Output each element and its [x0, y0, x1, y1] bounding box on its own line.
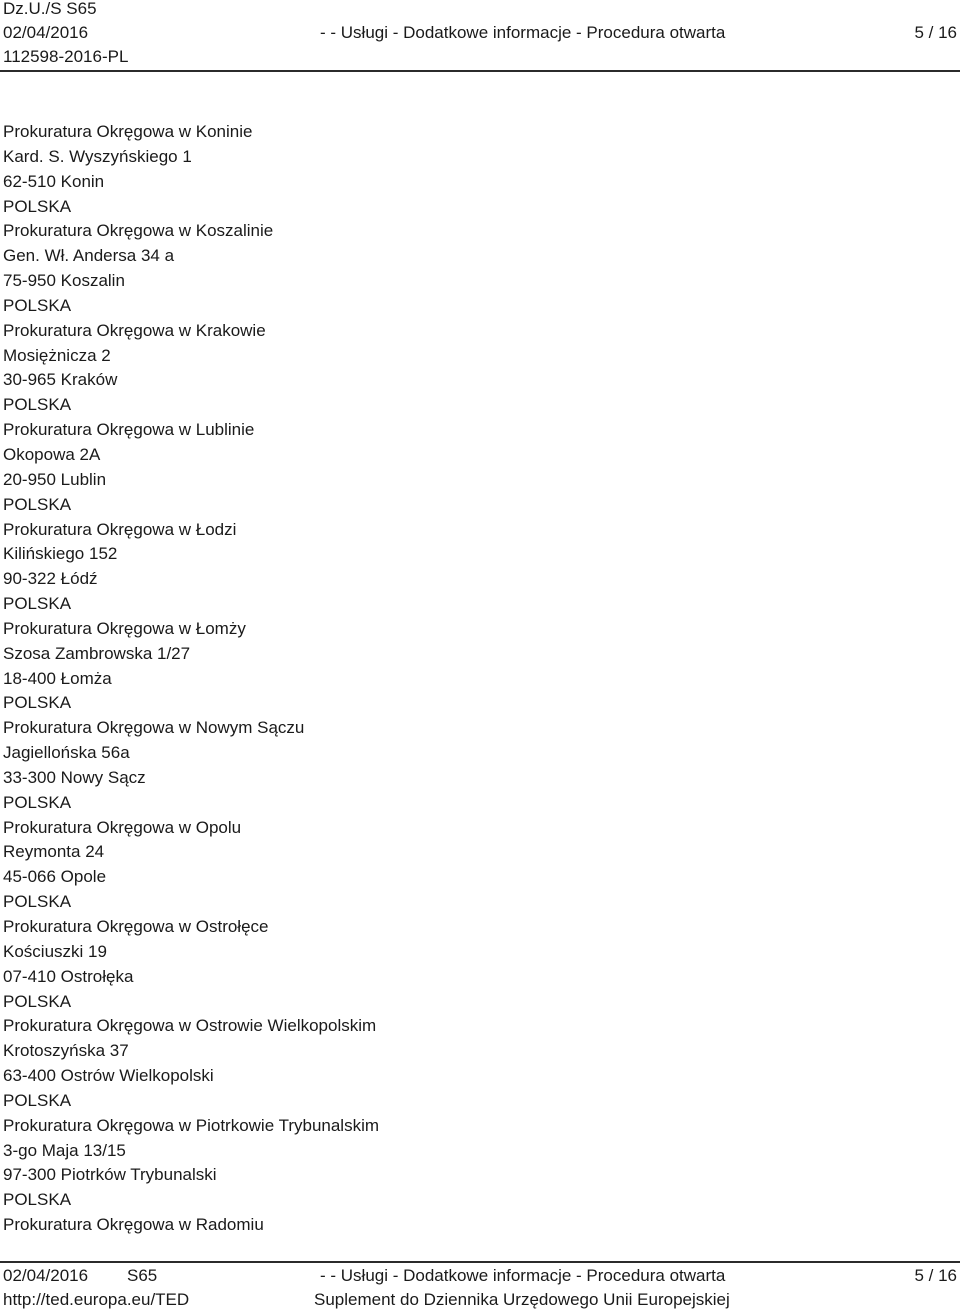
address-line: Kard. S. Wyszyńskiego 1: [3, 146, 192, 166]
address-line: Prokuratura Okręgowa w Nowym Sączu: [3, 718, 305, 738]
footer-series: S65: [127, 1266, 158, 1285]
journal-ref: Dz.U./S S65: [3, 0, 97, 18]
footer-page-number: 5 / 16: [914, 1266, 957, 1285]
address-line: 97-300 Piotrków Trybunalski: [3, 1165, 217, 1185]
address-line: POLSKA: [3, 395, 72, 415]
address-line: 63-400 Ostrów Wielkopolski: [3, 1066, 214, 1086]
address-line: POLSKA: [3, 792, 72, 812]
address-line: Kościuszki 19: [3, 941, 107, 961]
address-line: Kilińskiego 152: [3, 544, 118, 564]
address-line: Prokuratura Okręgowa w Łomży: [3, 618, 246, 638]
address-line: 90-322 Łódź: [3, 569, 98, 589]
address-line: POLSKA: [3, 991, 72, 1011]
address-list: [3, 122, 943, 1240]
address-line: Mosiężnicza 2: [3, 345, 111, 365]
address-line: 18-400 Łomża: [3, 668, 112, 688]
address-line: Prokuratura Okręgowa w Koninie: [3, 122, 253, 141]
address-line: POLSKA: [3, 693, 72, 713]
address-line: POLSKA: [3, 892, 72, 912]
address-line: Szosa Zambrowska 1/27: [3, 643, 191, 663]
address-line: POLSKA: [3, 1090, 72, 1110]
footer-supplement: Suplement do Dziennika Urzędowego Unii Europejskiej: [314, 1290, 730, 1309]
address-line: Prokuratura Okręgowa w Opolu: [3, 817, 242, 837]
address-line: 62-510 Konin: [3, 171, 105, 191]
address-line: POLSKA: [3, 494, 72, 514]
header-date: 02/04/2016: [3, 23, 89, 42]
address-line: 30-965 Kraków: [3, 370, 118, 390]
address-line: POLSKA: [3, 196, 72, 216]
address-line: Prokuratura Okręgowa w Lublinie: [3, 420, 255, 440]
address-line: 45-066 Opole: [3, 867, 107, 887]
address-line: Prokuratura Okręgowa w Ostrowie Wielkopolskim: [3, 1016, 377, 1036]
footer-rule: [0, 1261, 960, 1263]
header-page-number: 5 / 16: [914, 23, 957, 42]
footer-url[interactable]: http://ted.europa.eu/TED: [3, 1290, 190, 1309]
address-line: Prokuratura Okręgowa w Ostrołęce: [3, 917, 269, 936]
document-id: 112598-2016-PL: [3, 47, 129, 66]
address-line: 3-go Maja 13/15: [3, 1140, 126, 1160]
address-line: Gen. Wł. Andersa 34 a: [3, 246, 175, 266]
address-line: POLSKA: [3, 1190, 72, 1210]
address-line: Okopowa 2A: [3, 444, 101, 464]
address-line: POLSKA: [3, 594, 72, 614]
footer-title: - - Usługi - Dodatkowe informacje - Procedura otwarta: [320, 1266, 726, 1285]
address-line: Prokuratura Okręgowa w Łodzi: [3, 519, 237, 539]
address-line: Prokuratura Okręgowa w Piotrkowie Trybunalskim: [3, 1115, 380, 1135]
address-line: 20-950 Lublin: [3, 469, 107, 489]
header-rule: [0, 70, 960, 72]
address-line: Reymonta 24: [3, 842, 105, 862]
footer-date: 02/04/2016: [3, 1266, 89, 1285]
address-line: POLSKA: [3, 295, 72, 315]
address-line: Krotoszyńska 37: [3, 1041, 129, 1061]
address-line: Prokuratura Okręgowa w Krakowie: [3, 320, 266, 340]
address-line: 75-950 Koszalin: [3, 271, 125, 291]
address-line: 33-300 Nowy Sącz: [3, 767, 146, 787]
address-line: Prokuratura Okręgowa w Radomiu: [3, 1215, 264, 1235]
address-line: Prokuratura Okręgowa w Koszalinie: [3, 221, 274, 241]
address-line: Jagiellońska 56a: [3, 743, 130, 763]
header-title: - - Usługi - Dodatkowe informacje - Procedura otwarta: [320, 23, 726, 42]
address-line: 07-410 Ostrołęka: [3, 966, 134, 986]
